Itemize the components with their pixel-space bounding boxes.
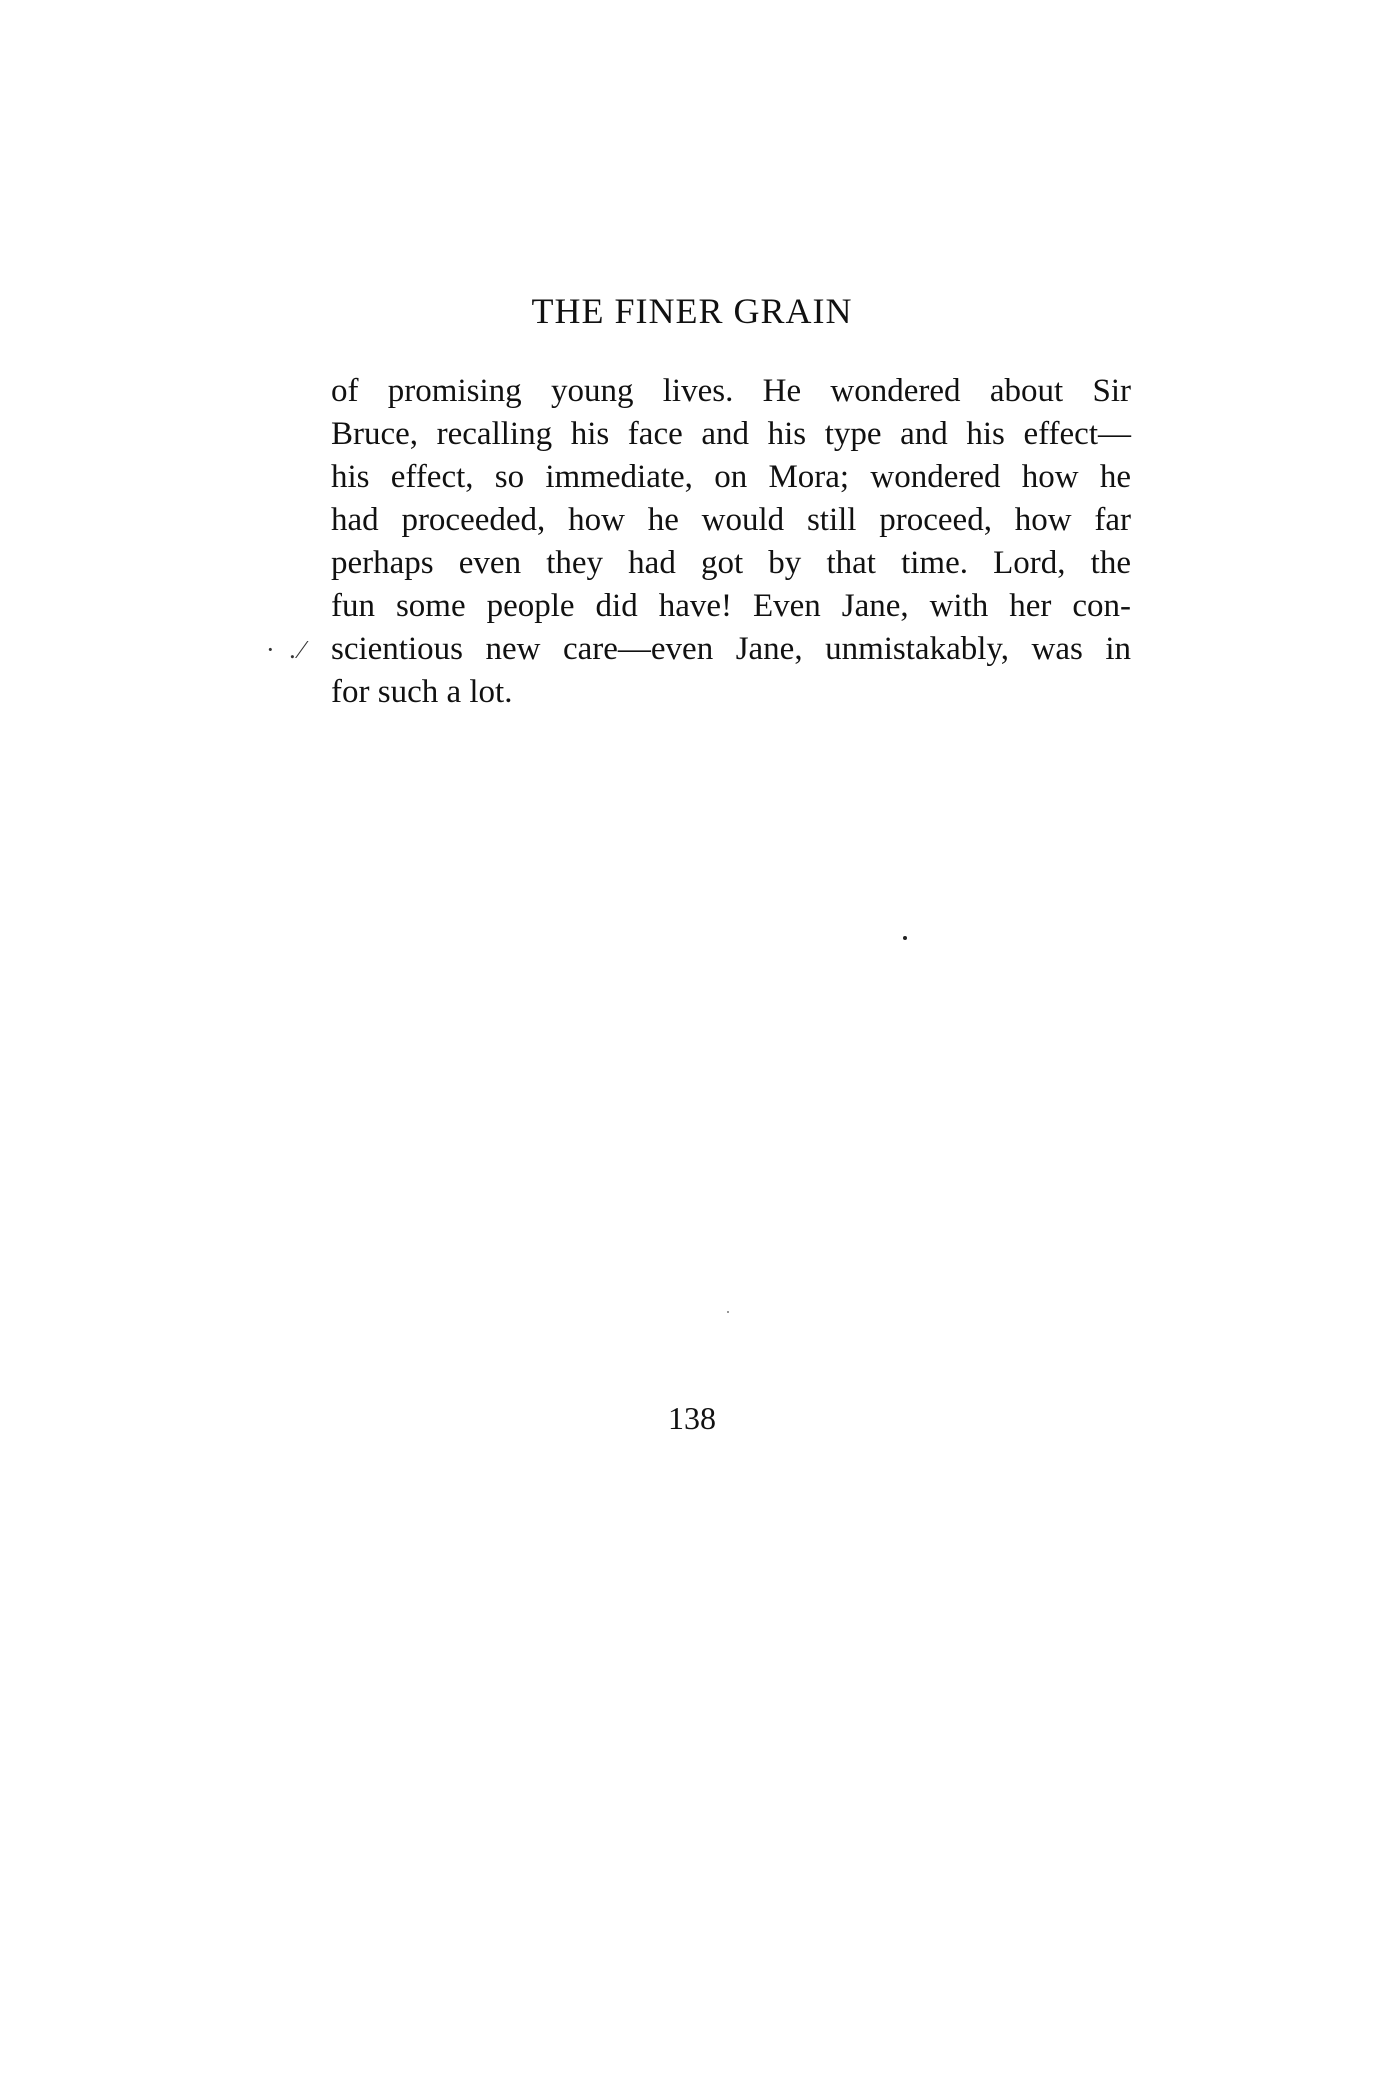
text-line: of promising young lives. He wondered about Sir — [331, 373, 1131, 409]
body-paragraph — [331, 370, 1131, 714]
text-line: for such a lot. — [331, 674, 513, 710]
text-line: scientious new care—even Jane, unmistakably, was in — [331, 631, 1131, 667]
text-line: Bruce, recalling his face and his type and his effect— — [331, 416, 1131, 452]
text-line: fun some people did have! Even Jane, with her con- — [331, 588, 1131, 624]
ink-speck — [903, 936, 907, 940]
ink-speck — [727, 1311, 729, 1313]
page-number: 138 — [668, 1400, 716, 1436]
running-head: THE FINER GRAIN — [531, 291, 853, 331]
text-line: had proceeded, how he would still proceed, how far — [331, 502, 1131, 538]
text-line: perhaps even they had got by that time. Lord, the — [331, 545, 1131, 581]
text-line: his effect, so immediate, on Mora; wondered how he — [331, 459, 1131, 495]
margin-speck-mark: · .∕ — [266, 635, 308, 664]
